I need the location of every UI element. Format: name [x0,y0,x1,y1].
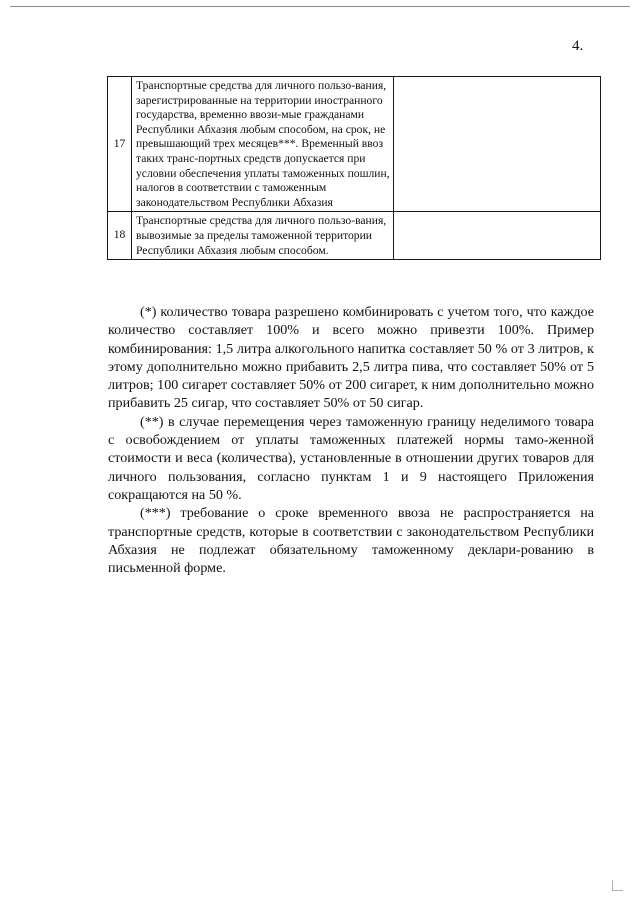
row-description: Транспортные средства для личного пользо-вания, вывозимые за пределы таможенной территории Республики Абхазия любым способом. [132,212,394,260]
row-number: 17 [108,77,132,212]
row-extra-cell [394,212,601,260]
row-description: Транспортные средства для личного пользо-вания, зарегистрированные на территории иностранного государства, временно ввози-мые гражданами Республики Абхазия любым способом, на срок, не превышающий трех месяцев***. Временный ввоз таких транс-портных средств допускается при условии обеспечения уплаты таможенных пошлин, налогов в соответствии с таможенным законодательством Республики Абхазия [132,77,394,212]
row-number: 18 [108,212,132,260]
page-number: 4. [572,38,584,54]
table-row [108,212,601,260]
goods-table [107,76,601,260]
row-extra-cell [394,77,601,212]
footnotes [108,303,594,577]
table-row [108,77,601,212]
top-divider [10,6,630,7]
scan-corner-mark [612,880,623,891]
footnote-double-asterisk: (**) в случае перемещения через таможенную границу неделимого товара с освобождением от уплаты таможенных платежей нормы тамо-женной стоимости и веса (количества), установленные в отношении других товаров для личного пользования, согласно пунктам 1 и 9 настоящего Приложения сокращаются на 50 %. [108,413,594,503]
footnote-single-asterisk: (*) количество товара разрешено комбинировать с учетом того, что каждое количество составляет 100% и всего можно привезти 100%. Пример комбинирования: 1,5 литра алкогольного напитка составляет 50 % от 3 литров, к этому дополнительно можно прибавить 2,5 литра пива, что составляет 50% от 5 литров; 100 сигарет составляет 50% от 200 сигарет, к ним дополнительно можно прибавить 25 сигар, что составляет 50% от 50 сигар. [108,304,594,412]
footnote-triple-asterisk: (***) требование о сроке временного ввоза не распространяется на транспортные средств, которые в соответствии с законодательством Республики Абхазия не подлежат обязательному таможенному деклари-рованию в письменной форме. [108,505,594,577]
